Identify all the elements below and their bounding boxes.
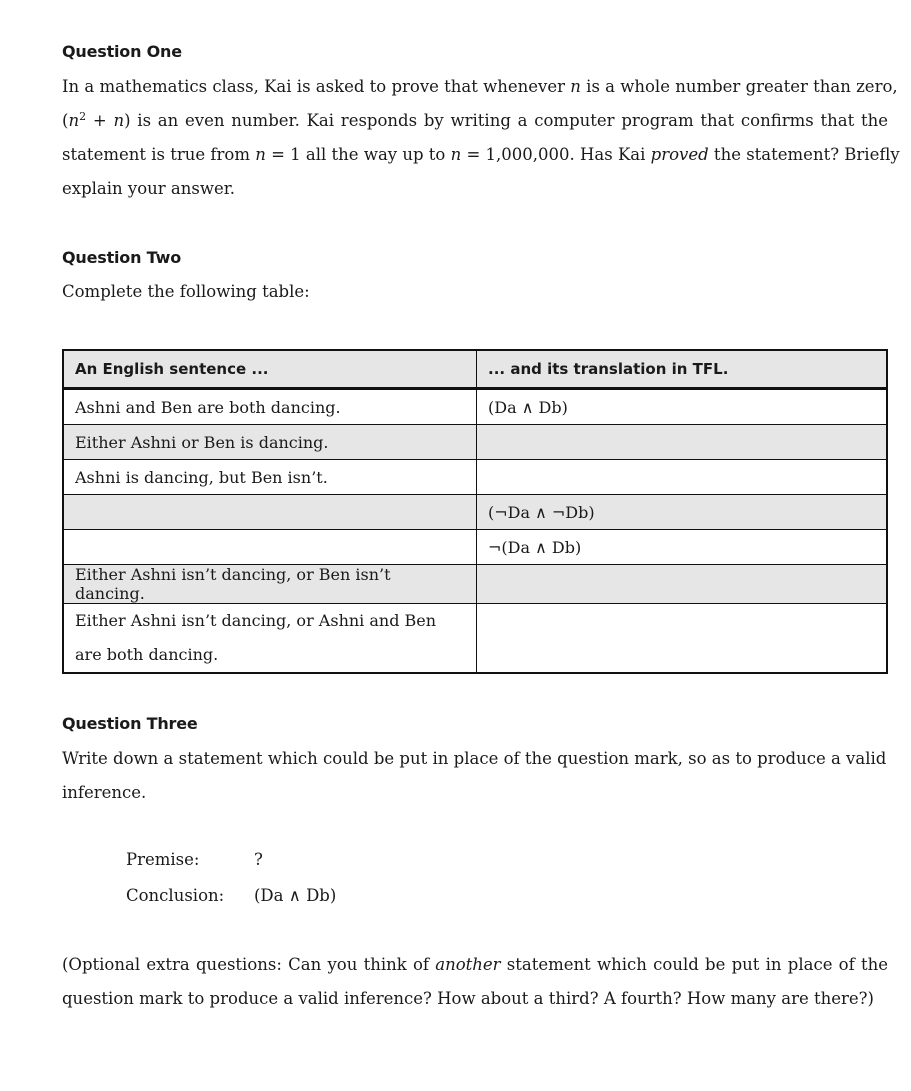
english-cell: Either Ashni isn’t dancing, or Ashni and Ben are both dancing. [63,604,477,674]
tfl-cell[interactable] [477,604,888,674]
header-english: An English sentence ... [63,350,477,389]
question-two-intro: Complete the following table: [62,282,310,301]
header-tfl: ... and its translation in TFL. [477,350,888,389]
q1-line-4: explain your answer. [62,179,236,198]
table-row [63,425,887,460]
premise-value[interactable]: ? [254,850,263,869]
translation-table [62,349,888,674]
table-row [63,530,887,565]
table-row [63,604,887,674]
table-row [63,460,887,495]
english-cell[interactable] [63,530,477,565]
tfl-cell: ¬(Da ∧ Db) [477,530,888,565]
table-header-row [63,350,887,389]
tfl-cell: (¬Da ∧ ¬Db) [477,495,888,530]
question-one-text [62,70,900,206]
tfl-cell[interactable] [477,425,888,460]
question-two-heading: Question Two [62,248,181,267]
q1-line-2: $(n^2 + n)$ is an even number. Kai responds by writing a computer program that confirms that the [62,110,888,130]
table-row [63,565,887,604]
question-three-heading: Question Three [62,714,198,733]
tfl-cell[interactable] [477,460,888,495]
english-cell: Either Ashni isn’t dancing, or Ben isn’t dancing. [63,565,477,604]
table-row [63,495,887,530]
tfl-cell[interactable] [477,565,888,604]
q1-line-1: In a mathematics class, Kai is asked to prove that whenever n is a whole number greater than zero, [62,77,898,96]
table-row [63,389,887,425]
question-three-text: Write down a statement which could be put in place of the question mark, so as to produce a valid inference. [62,749,887,802]
english-cell: Ashni and Ben are both dancing. [63,389,477,425]
optional-questions: (Optional extra questions: Can you think of another statement which could be put in place of the question mark to produce a valid inference? How about a third? A fourth? How many are there?) [62,955,888,1008]
q1-line-3: statement is true from n = 1 all the way up to n = 1,000,000. Has Kai proved the statement? Briefly [62,145,900,164]
english-cell: Either Ashni or Ben is dancing. [63,425,477,460]
english-cell[interactable] [63,495,477,530]
premise-label: Premise: [126,850,200,869]
tfl-cell: (Da ∧ Db) [477,389,888,425]
conclusion-value: (Da ∧ Db) [254,886,337,905]
english-cell: Ashni is dancing, but Ben isn’t. [63,460,477,495]
question-one-heading: Question One [62,42,182,61]
conclusion-label: Conclusion: [126,886,225,905]
